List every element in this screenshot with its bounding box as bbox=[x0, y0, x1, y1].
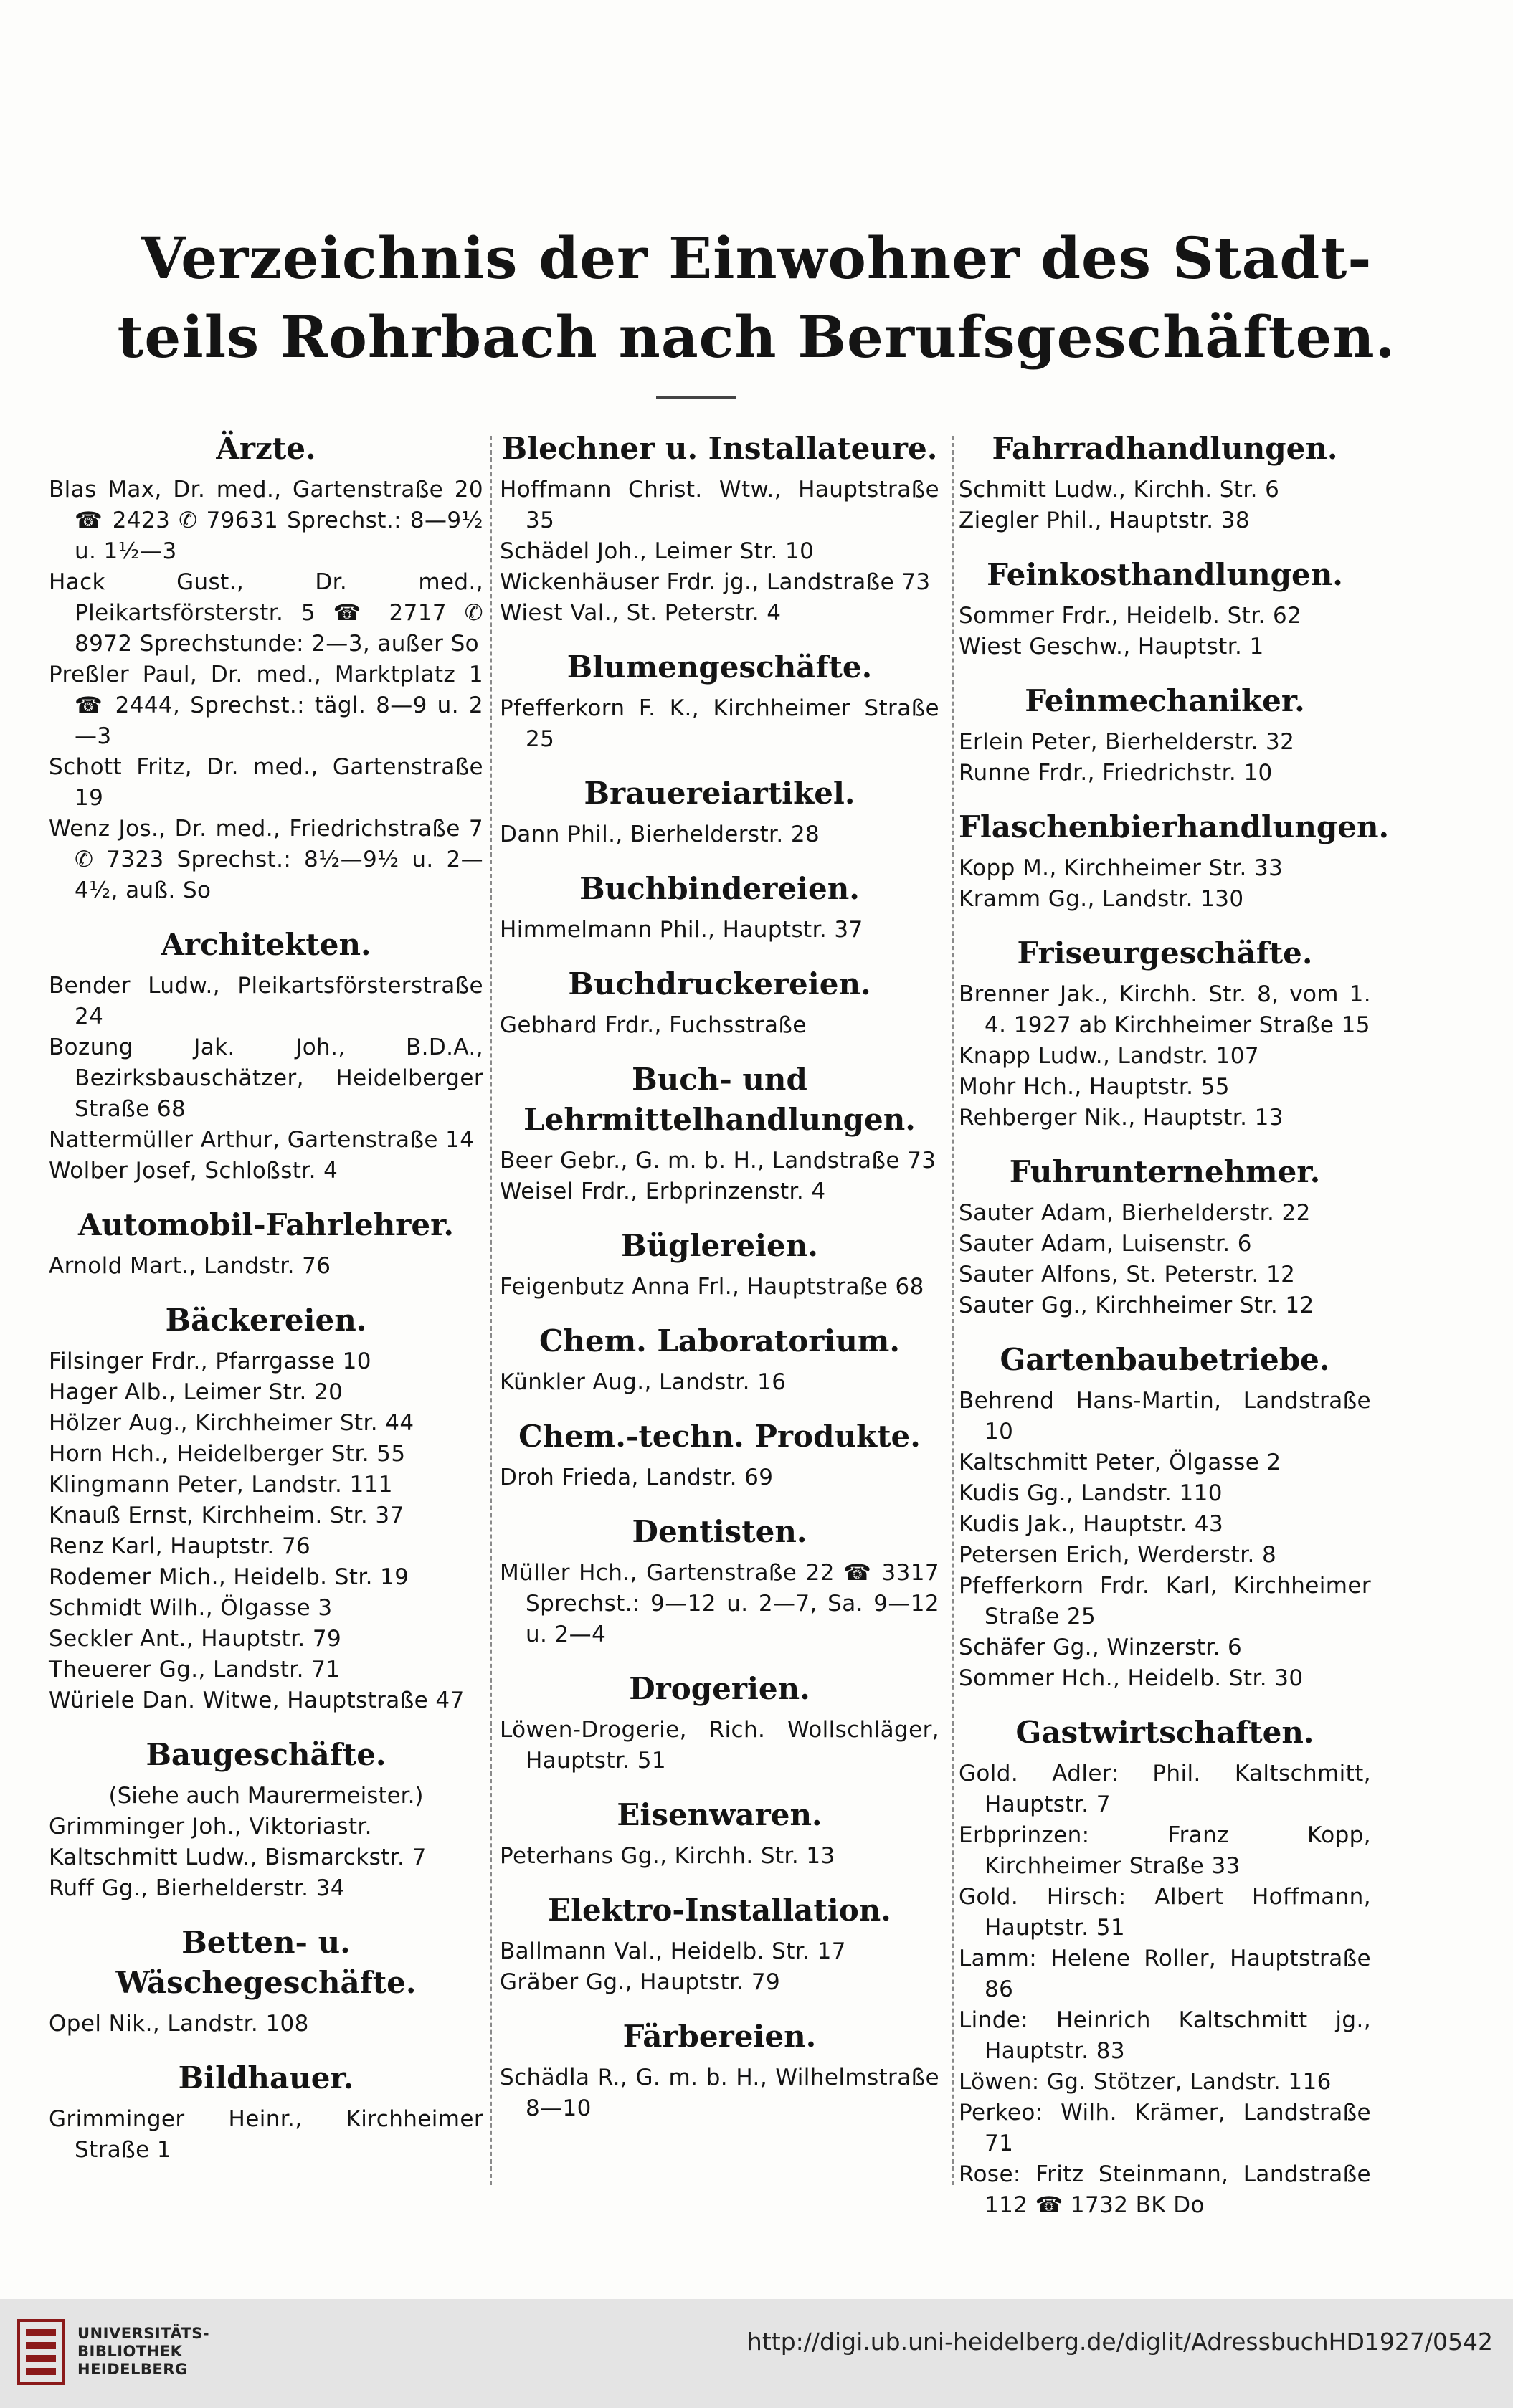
directory-section bbox=[49, 1923, 483, 2040]
directory-entry: Ruff Gg., Bierhelderstr. 34 bbox=[49, 1875, 345, 1901]
directory-section bbox=[500, 1512, 939, 1650]
directory-entry: Ziegler Phil., Hauptstr. 38 bbox=[959, 508, 1250, 533]
directory-section bbox=[500, 774, 939, 850]
directory-entry: Nattermüller Arthur, Gartenstraße 14 bbox=[49, 1127, 475, 1153]
directory-entry: Beer Gebr., G. m. b. H., Landstraße 73 bbox=[500, 1148, 936, 1174]
column-divider bbox=[490, 436, 492, 2185]
directory-entry: Wiest Val., St. Peterstr. 4 bbox=[500, 600, 782, 626]
directory-section bbox=[500, 964, 939, 1041]
directory-section bbox=[500, 2017, 939, 2124]
section-heading: Architekten. bbox=[161, 927, 371, 962]
section-heading: Blechner u. Installateure. bbox=[501, 431, 938, 466]
directory-entry: Rodemer Mich., Heidelb. Str. 19 bbox=[49, 1564, 409, 1590]
directory-section bbox=[49, 1300, 483, 1716]
directory-entry: Sauter Gg., Kirchheimer Str. 12 bbox=[959, 1293, 1314, 1318]
directory-entry: Kaltschmitt Peter, Ölgasse 2 bbox=[959, 1450, 1281, 1475]
directory-section bbox=[500, 869, 939, 946]
column-3 bbox=[959, 429, 1390, 2221]
directory-section bbox=[959, 1713, 1371, 2221]
title-line-1: Verzeichnis der Einwohner des Stadt- bbox=[141, 224, 1372, 292]
directory-entry: Opel Nik., Landstr. 108 bbox=[49, 2011, 309, 2037]
directory-entry: Hack Gust., Dr. med., Pleikartsförsterstr. 5 ☎ 2717 ✆ 8972 Sprechstunde: 2—3, außer So bbox=[49, 569, 483, 657]
directory-section bbox=[500, 1417, 939, 1493]
section-heading: Ärzte. bbox=[216, 431, 316, 466]
directory-section bbox=[959, 429, 1371, 536]
section-heading: Fuhrunternehmer. bbox=[1009, 1154, 1321, 1189]
directory-section bbox=[49, 429, 483, 906]
page-title bbox=[115, 219, 1398, 376]
section-heading: Chem. Laboratorium. bbox=[539, 1323, 900, 1358]
footer-bar bbox=[0, 2299, 1513, 2408]
section-heading: Buchbindereien. bbox=[579, 871, 860, 906]
directory-entry: Würiele Dan. Witwe, Hauptstraße 47 bbox=[49, 1688, 465, 1713]
directory-entry: Weisel Frdr., Erbprinzenstr. 4 bbox=[500, 1179, 826, 1204]
logo-line: HEIDELBERG bbox=[77, 2361, 188, 2378]
directory-entry: Runne Frdr., Friedrichstr. 10 bbox=[959, 760, 1273, 786]
section-note: (Siehe auch Maurermeister.) bbox=[108, 1783, 424, 1809]
source-url-link[interactable]: http://digi.ub.uni-heidelberg.de/diglit/AdressbuchHD1927/0542 bbox=[746, 2328, 1493, 2356]
directory-section bbox=[49, 1735, 483, 1904]
section-heading: Friseurgeschäfte. bbox=[1017, 936, 1313, 971]
directory-section bbox=[49, 925, 483, 1186]
section-heading: Drogerien. bbox=[629, 1671, 810, 1706]
directory-section bbox=[49, 2058, 483, 2166]
directory-entry: Löwen: Gg. Stötzer, Landstr. 116 bbox=[959, 2069, 1332, 2095]
directory-entry: Filsinger Frdr., Pfarrgasse 10 bbox=[49, 1348, 371, 1374]
directory-entry: Hoffmann Christ. Wtw., Hauptstraße 35 bbox=[500, 477, 939, 533]
directory-entry: Perkeo: Wilh. Krämer, Landstraße 71 bbox=[959, 2100, 1371, 2156]
directory-entry: Löwen-Drogerie, Rich. Wollschläger, Hauptstr. 51 bbox=[500, 1717, 939, 1774]
directory-entry: Hager Alb., Leimer Str. 20 bbox=[49, 1379, 343, 1405]
directory-section bbox=[959, 1340, 1371, 1694]
directory-entry: Preßler Paul, Dr. med., Marktplatz 1 ☎ 2444, Sprechst.: tägl. 8—9 u. 2—3 bbox=[49, 662, 483, 749]
directory-section bbox=[500, 1669, 939, 1776]
title-divider bbox=[656, 396, 736, 399]
directory-entry: Mohr Hch., Hauptstr. 55 bbox=[959, 1074, 1230, 1100]
logo-line: BIBLIOTHEK bbox=[77, 2343, 183, 2360]
directory-entry: Kudis Gg., Landstr. 110 bbox=[959, 1480, 1223, 1506]
directory-entry: Kaltschmitt Ludw., Bismarckstr. 7 bbox=[49, 1845, 427, 1870]
directory-entry: Wickenhäuser Frdr. jg., Landstraße 73 bbox=[500, 569, 931, 595]
directory-entry: Petersen Erich, Werderstr. 8 bbox=[959, 1542, 1277, 1568]
directory-entry: Erbprinzen: Franz Kopp, Kirchheimer Straße 33 bbox=[959, 1822, 1371, 1879]
directory-entry: Peterhans Gg., Kirchh. Str. 13 bbox=[500, 1843, 835, 1869]
directory-entry: Grimminger Heinr., Kirchheimer Straße 1 bbox=[49, 2106, 483, 2163]
directory-section bbox=[500, 1890, 939, 1998]
directory-section bbox=[959, 555, 1371, 662]
directory-section bbox=[500, 1226, 939, 1303]
directory-entry: Linde: Heinrich Kaltschmitt jg., Hauptstr. 83 bbox=[959, 2007, 1371, 2064]
directory-entry: Seckler Ant., Hauptstr. 79 bbox=[49, 1626, 342, 1652]
section-heading: Buch- und Lehrmittelhandlungen. bbox=[523, 1062, 916, 1137]
directory-entry: Gebhard Frdr., Fuchsstraße bbox=[500, 1012, 807, 1038]
directory-entry: Schmitt Ludw., Kirchh. Str. 6 bbox=[959, 477, 1280, 503]
directory-entry: Erlein Peter, Bierhelderstr. 32 bbox=[959, 729, 1295, 755]
section-heading: Feinkosthandlungen. bbox=[987, 557, 1343, 592]
directory-entry: Grimminger Joh., Viktoriastr. bbox=[49, 1814, 372, 1840]
directory-entry: Bozung Jak. Joh., B.D.A., Bezirksbauschätzer, Heidelberger Straße 68 bbox=[49, 1034, 483, 1122]
directory-section bbox=[500, 647, 939, 755]
directory-entry: Lamm: Helene Roller, Hauptstraße 86 bbox=[959, 1946, 1371, 2002]
directory-entry: Sauter Adam, Bierhelderstr. 22 bbox=[959, 1200, 1311, 1226]
directory-entry: Kudis Jak., Hauptstr. 43 bbox=[959, 1511, 1224, 1537]
directory-entry: Knauß Ernst, Kirchheim. Str. 37 bbox=[49, 1503, 404, 1528]
section-heading: Fahrradhandlungen. bbox=[992, 431, 1338, 466]
directory-entry: Sauter Adam, Luisenstr. 6 bbox=[959, 1231, 1252, 1257]
directory-entry: Sommer Hch., Heidelb. Str. 30 bbox=[959, 1665, 1304, 1691]
directory-section bbox=[959, 933, 1371, 1133]
section-heading: Büglereien. bbox=[621, 1228, 818, 1263]
column-2 bbox=[500, 429, 939, 2124]
directory-section bbox=[959, 807, 1390, 915]
directory-entry: Dann Phil., Bierhelderstr. 28 bbox=[500, 822, 820, 847]
section-heading: Betten- u. Wäschegeschäfte. bbox=[115, 1925, 417, 2000]
section-heading: Buchdruckereien. bbox=[568, 966, 871, 1001]
directory-entry: Pfefferkorn F. K., Kirchheimer Straße 25 bbox=[500, 695, 939, 752]
directory-entry: Gräber Gg., Hauptstr. 79 bbox=[500, 1969, 781, 1995]
directory-entry: Gold. Hirsch: Albert Hoffmann, Hauptstr. 51 bbox=[959, 1884, 1371, 1941]
directory-entry: Pfefferkorn Frdr. Karl, Kirchheimer Straße 25 bbox=[959, 1573, 1371, 1629]
directory-entry: Schädla R., G. m. b. H., Wilhelmstraße 8—10 bbox=[500, 2065, 939, 2121]
library-logo-text bbox=[77, 2325, 209, 2379]
directory-entry: Blas Max, Dr. med., Gartenstraße 20 ☎ 2423 ✆ 79631 Sprechst.: 8—9½ u. 1½—3 bbox=[49, 477, 483, 564]
directory-entry: Schott Fritz, Dr. med., Gartenstraße 19 bbox=[49, 754, 483, 811]
directory-entry: Feigenbutz Anna Frl., Hauptstraße 68 bbox=[500, 1274, 924, 1300]
directory-entry: Arnold Mart., Landstr. 76 bbox=[49, 1253, 331, 1279]
directory-section bbox=[500, 429, 939, 629]
directory-section bbox=[500, 1795, 939, 1872]
directory-entry: Himmelmann Phil., Hauptstr. 37 bbox=[500, 917, 863, 943]
directory-entry: Kopp M., Kirchheimer Str. 33 bbox=[959, 855, 1284, 881]
directory-entry: Sommer Frdr., Heidelb. Str. 62 bbox=[959, 603, 1302, 629]
section-heading: Elektro-Installation. bbox=[548, 1893, 891, 1928]
directory-entry: Behrend Hans-Martin, Landstraße 10 bbox=[959, 1388, 1371, 1445]
directory-entry: Sauter Alfons, St. Peterstr. 12 bbox=[959, 1262, 1296, 1288]
directory-entry: Theuerer Gg., Landstr. 71 bbox=[49, 1657, 341, 1683]
directory-entry: Müller Hch., Gartenstraße 22 ☎ 3317 Sprechst.: 9—12 u. 2—7, Sa. 9—12 u. 2—4 bbox=[500, 1560, 939, 1647]
directory-entry: Knapp Ludw., Landstr. 107 bbox=[959, 1043, 1259, 1069]
directory-entry: Schädel Joh., Leimer Str. 10 bbox=[500, 538, 815, 564]
directory-section bbox=[500, 1321, 939, 1398]
section-heading: Dentisten. bbox=[632, 1514, 807, 1549]
directory-entry: Droh Frieda, Landstr. 69 bbox=[500, 1465, 774, 1490]
section-heading: Feinmechaniker. bbox=[1025, 683, 1305, 718]
directory-entry: Rehberger Nik., Hauptstr. 13 bbox=[959, 1105, 1284, 1131]
directory-entry: Renz Karl, Hauptstr. 76 bbox=[49, 1533, 311, 1559]
directory-entry: Wenz Jos., Dr. med., Friedrichstraße 7 ✆ 7323 Sprechst.: 8½—9½ u. 2—4½, auß. So bbox=[49, 816, 483, 903]
directory-entry: Rose: Fritz Steinmann, Landstraße 112 ☎ 1732 BK Do bbox=[959, 2161, 1371, 2218]
section-heading: Färbereien. bbox=[622, 2019, 817, 2054]
section-heading: Automobil-Fahrlehrer. bbox=[77, 1207, 455, 1242]
section-heading: Chem.-techn. Produkte. bbox=[518, 1419, 921, 1454]
directory-entry: Künkler Aug., Landstr. 16 bbox=[500, 1369, 787, 1395]
directory-entry: Schmidt Wilh., Ölgasse 3 bbox=[49, 1595, 333, 1621]
directory-entry: Kramm Gg., Landstr. 130 bbox=[959, 886, 1244, 912]
directory-entry: Horn Hch., Heidelberger Str. 55 bbox=[49, 1441, 406, 1467]
directory-entry: Klingmann Peter, Landstr. 111 bbox=[49, 1472, 393, 1498]
directory-entry: Wiest Geschw., Hauptstr. 1 bbox=[959, 634, 1264, 660]
directory-section bbox=[959, 1152, 1371, 1321]
directory-entry: Hölzer Aug., Kirchheimer Str. 44 bbox=[49, 1410, 414, 1436]
directory-entry: Wolber Josef, Schloßstr. 4 bbox=[49, 1158, 338, 1184]
section-heading: Eisenwaren. bbox=[617, 1797, 822, 1832]
section-heading: Blumengeschäfte. bbox=[566, 649, 873, 685]
section-heading: Gartenbaubetriebe. bbox=[1000, 1342, 1330, 1377]
section-heading: Bildhauer. bbox=[178, 2060, 354, 2095]
section-heading: Baugeschäfte. bbox=[146, 1737, 386, 1772]
section-heading: Flaschenbierhandlungen. bbox=[959, 809, 1390, 844]
directory-entry: Bender Ludw., Pleikartsförsterstraße 24 bbox=[49, 973, 483, 1029]
title-line-2: teils Rohrbach nach Berufsgeschäften. bbox=[117, 303, 1396, 371]
logo-line: UNIVERSITÄTS- bbox=[77, 2325, 210, 2342]
section-heading: Brauereiartikel. bbox=[584, 776, 855, 811]
directory-entry: Schäfer Gg., Winzerstr. 6 bbox=[959, 1634, 1243, 1660]
directory-entry: Gold. Adler: Phil. Kaltschmitt, Hauptstr. 7 bbox=[959, 1761, 1371, 1817]
section-heading: Bäckereien. bbox=[165, 1303, 367, 1338]
column-1 bbox=[49, 429, 483, 2166]
directory-section bbox=[500, 1060, 939, 1207]
university-seal-icon bbox=[16, 2316, 66, 2388]
section-heading: Gastwirtschaften. bbox=[1015, 1715, 1314, 1750]
directory-entry: Ballmann Val., Heidelb. Str. 17 bbox=[500, 1938, 846, 1964]
directory-entry: Brenner Jak., Kirchh. Str. 8, vom 1. 4. 1927 ab Kirchheimer Straße 15 bbox=[959, 981, 1371, 1038]
directory-section bbox=[49, 1205, 483, 1282]
directory-section bbox=[959, 681, 1371, 789]
column-divider bbox=[952, 436, 954, 2185]
